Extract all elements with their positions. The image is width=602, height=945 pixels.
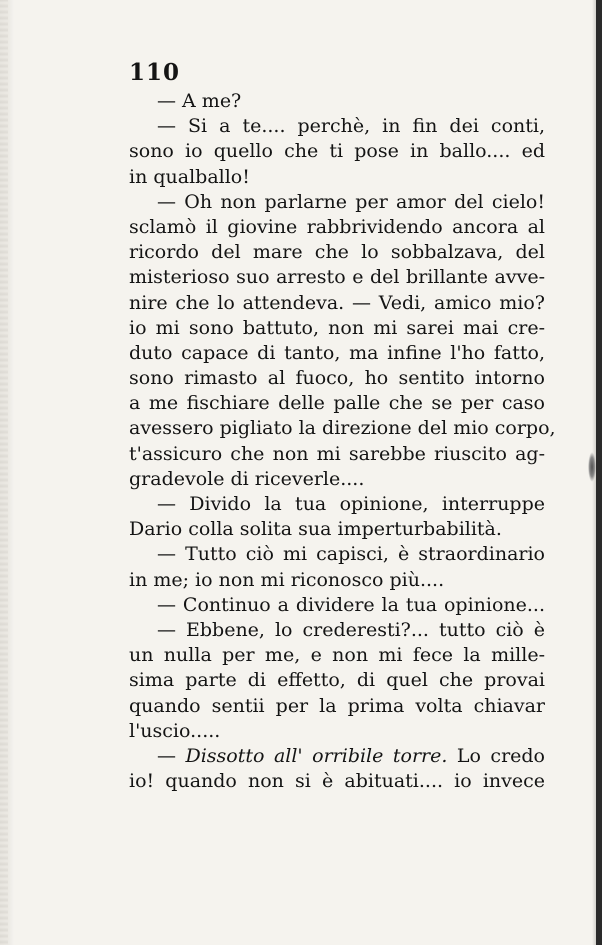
- text-line: — Ebbene, lo crederesti?... tutto ciò è: [157, 618, 545, 641]
- text-line: sono io quello che ti pose in ballo.... ed: [129, 140, 545, 163]
- text-line: — Continuo a dividere la tua opinione...: [157, 593, 545, 616]
- dash: —: [157, 744, 186, 767]
- text-line: — A me?: [157, 90, 242, 112]
- text-line: misterioso suo arresto e del brillante avve-: [129, 266, 545, 289]
- text-line: io! quando non si è abituati.... io invece: [129, 770, 545, 793]
- text-line: nire che lo attendeva. — Vedi, amico mio?: [129, 291, 545, 314]
- text-line: — Si a te.... perchè, in fin dei conti,: [157, 115, 545, 138]
- text-line: in me; io non mi riconosco più....: [129, 568, 445, 591]
- text-line: in qualballo!: [129, 165, 250, 188]
- page-number: 110: [129, 59, 181, 86]
- text-line: Dario colla solita sua imperturbabilità.: [129, 518, 502, 541]
- text-line: io mi sono battuto, non mi sarei mai cre-: [129, 316, 545, 339]
- text-line: a me fischiare delle palle che se per caso: [129, 392, 545, 415]
- text-line: avessero pigliato la direzione del mio corpo,: [129, 417, 556, 440]
- text-line: duto capace di tanto, ma infine l'ho fatto,: [129, 341, 545, 364]
- text-line: — Tutto ciò mi capisci, è straordinario: [157, 543, 545, 566]
- page-left-edge: [0, 0, 8, 945]
- page-binding-shadow: [596, 0, 602, 945]
- page-text: [129, 89, 556, 794]
- text-line: sono rimasto al fuoco, ho sentito intorno: [129, 367, 545, 390]
- page-stain-mark: [588, 452, 596, 482]
- text-line: — Oh non parlarne per amor del cielo!: [157, 190, 545, 213]
- text-line: un nulla per me, e non mi fece la mille-: [129, 644, 545, 667]
- text-line: ricordo del mare che lo sobbalzava, del: [129, 241, 545, 264]
- text-fragment: Lo credo: [447, 744, 545, 767]
- text-line: sclamò il giovine rabbrividendo ancora al: [129, 215, 545, 238]
- text-line: t'assicuro che non mi sarebbe riuscito ag-: [129, 442, 545, 465]
- text-line: sima parte di effetto, di quel che provai: [129, 669, 545, 692]
- text-line: quando sentii per la prima volta chiavar: [129, 694, 545, 717]
- italic-quote: Dissotto all' orribile torre.: [185, 744, 448, 767]
- text-line: — Divido la tua opinione, interruppe: [157, 493, 545, 515]
- text-line: l'uscio.....: [129, 719, 221, 742]
- text-line: gradevole di riceverle....: [129, 467, 365, 490]
- text-line-mixed: [129, 744, 545, 769]
